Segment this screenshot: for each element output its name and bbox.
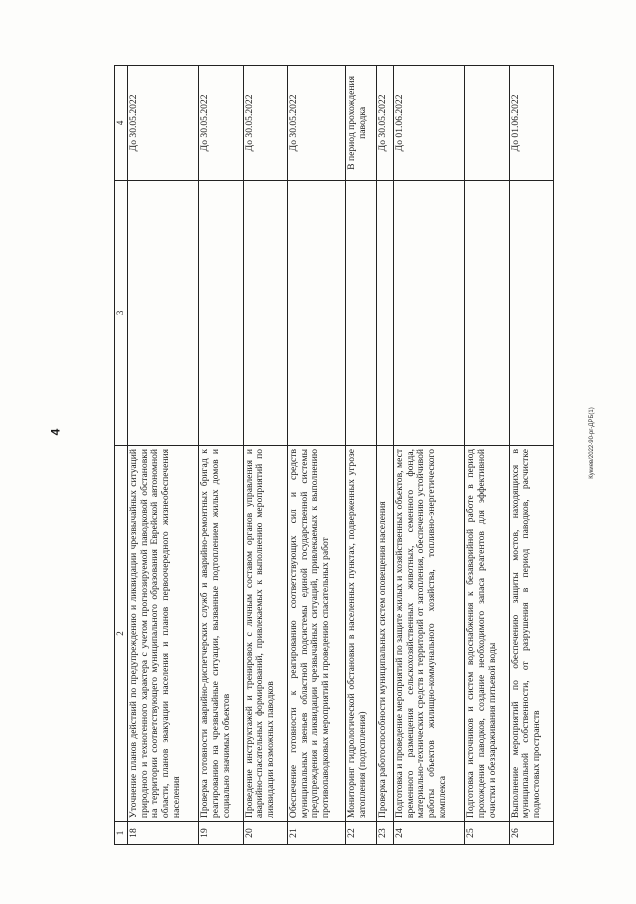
executor-cell <box>509 180 553 445</box>
measure-text: Обеспечение готовности к реагированию соответствующих сил и средств муниципальных звеньев областной подсистемы единой государственной системы предупреждения и ликвидации чрезвычайных ситуаций, привлекаемых к выполнению противопаводковых мероприятий и проведению спасательных работ <box>288 445 346 821</box>
row-number: 24 <box>393 822 464 845</box>
measure-text: Подготовка источников и систем водоснабжения к безаварийной работе в период прохождения паводков, создание необходимого запаса реагентов для эффективной очистки и обеззараживания питьевой воды <box>465 445 509 821</box>
measure-text: Уточнение планов действий по предупреждению и ликвидации чрезвычайных ситуаций природного и техногенного характера с учетом прогнозируемой паводковой обстановки на территории соответствующего муниципального образования Еврейской автономной области, планов эвакуации населения и планов первоочередного жизнеобеспечения населения <box>128 445 199 821</box>
table-row <box>509 66 553 845</box>
table-row <box>376 66 393 845</box>
row-number: 20 <box>243 822 287 845</box>
table-row <box>345 66 376 845</box>
table-row <box>128 66 199 845</box>
deadline-cell: До 30.05.2022 <box>376 66 393 181</box>
row-number: 21 <box>288 822 346 845</box>
measure-text: Подготовка и проведение мероприятий по защите жилых и хозяйственных объектов, мест временного размещения сельскохозяйственных животных, семенного фонда, материально-технических средств и территорий от затопления, обеспечению устойчивой работы объектов жилищно-коммунального хозяйства, топливно-энергетического комплекса <box>393 445 464 821</box>
deadline-cell: До 30.05.2022 <box>288 66 346 181</box>
measures-table <box>114 65 554 845</box>
table-row <box>465 66 509 845</box>
table-row <box>288 66 346 845</box>
executor-cell <box>199 180 243 445</box>
row-number: 25 <box>465 822 509 845</box>
deadline-cell: До 30.05.2022 <box>199 66 243 181</box>
deadline-cell: До 30.05.2022 <box>128 66 199 181</box>
footer-note: Кукиев/2022-90-рг-ДРБ(1) <box>588 407 595 479</box>
executor-cell <box>376 180 393 445</box>
executor-cell <box>288 180 346 445</box>
row-number: 23 <box>376 822 393 845</box>
header-col-3: 3 <box>115 180 128 445</box>
executor-cell <box>128 180 199 445</box>
executor-cell <box>465 180 509 445</box>
deadline-cell: До 01.06.2022 <box>509 66 553 181</box>
header-col-1: 1 <box>115 822 128 845</box>
row-number: 18 <box>128 822 199 845</box>
executor-cell <box>345 180 376 445</box>
deadline-cell <box>465 66 509 181</box>
row-number: 22 <box>345 822 376 845</box>
executor-cell <box>243 180 287 445</box>
measure-text: Проведение инструктажей и тренировок с личным составом органов управления и аварийно-спасательных формирований, привлекаемых к выполнению мероприятий по ликвидации возможных паводков <box>243 445 287 821</box>
deadline-cell: До 30.05.2022 <box>243 66 287 181</box>
measure-text: Проверка готовности аварийно-диспетчерских служб и аварийно-ремонтных бригад к реагированию на чрезвычайные ситуации, вызванные подтоплением жилых домов и социально значимых объектов <box>199 445 243 821</box>
document-body <box>114 65 554 845</box>
measure-text: Мониторинг гидрологической обстановки в населенных пунктах, подверженных угрозе затопления (подтопления) <box>345 445 376 821</box>
table-header-row <box>115 66 128 845</box>
deadline-cell: До 01.06.2022 <box>393 66 464 181</box>
page-number: 4 <box>48 428 63 436</box>
row-number: 26 <box>509 822 553 845</box>
measure-text: Выполнение мероприятий по обеспечению защиты мостов, находящихся в муниципальной собственности, от разрушения в период паводков, расчистке подмостовых пространств <box>509 445 553 821</box>
header-col-2: 2 <box>115 445 128 821</box>
executor-cell <box>393 180 464 445</box>
deadline-cell: В период прохождения паводка <box>345 66 376 181</box>
table-row <box>393 66 464 845</box>
table-row <box>199 66 243 845</box>
header-col-4: 4 <box>115 66 128 181</box>
table-row <box>243 66 287 845</box>
measure-text: Проверка работоспособности муниципальных систем оповещения населения <box>376 445 393 821</box>
row-number: 19 <box>199 822 243 845</box>
